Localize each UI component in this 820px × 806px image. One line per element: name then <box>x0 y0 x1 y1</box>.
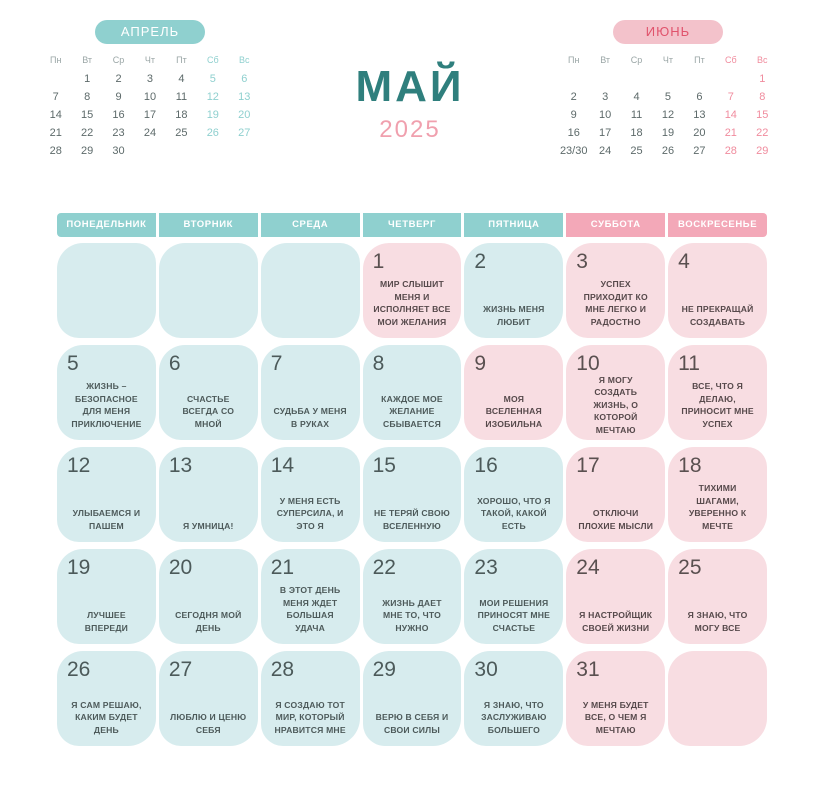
day-cell[interactable] <box>464 243 563 338</box>
day-cell[interactable] <box>566 447 665 542</box>
day-affirmation: ЖИЗНЬ МЕНЯ ЛЮБИТ <box>483 304 545 327</box>
day-cell[interactable] <box>464 447 563 542</box>
weekday-header-0: ПОНЕДЕЛЬНИК <box>57 213 156 237</box>
mini-prev-day[interactable]: 12 <box>206 91 219 103</box>
mini-next-day[interactable]: 10 <box>599 109 612 121</box>
weekday-header-2: СРЕДА <box>261 213 360 237</box>
mini-next-weekday-0: Пн <box>567 55 580 65</box>
mini-prev-day[interactable]: 25 <box>175 127 188 139</box>
day-number: 12 <box>67 454 91 477</box>
mini-prev-day[interactable]: 29 <box>81 145 94 157</box>
mini-prev-day[interactable]: 22 <box>81 127 94 139</box>
day-number: 15 <box>372 454 396 477</box>
day-affirmation: ЛЮБЛЮ И ЦЕНЮ СЕБЯ <box>170 712 247 735</box>
mini-prev-weekday-5: Сб <box>206 55 219 65</box>
day-cell[interactable] <box>159 651 258 746</box>
mini-next-day[interactable]: 26 <box>661 145 675 157</box>
mini-next-weekday-4: Пт <box>694 55 705 65</box>
day-affirmation: ЛУЧШЕЕ ВПЕРЕДИ <box>84 610 129 633</box>
day-number: 11 <box>678 352 700 375</box>
weekday-header-5: СУББОТА <box>566 213 665 237</box>
day-number: 20 <box>168 556 193 579</box>
day-cell[interactable] <box>159 447 258 542</box>
mini-prev-day[interactable]: 2 <box>115 73 122 85</box>
mini-prev-day <box>134 142 165 160</box>
day-cell[interactable] <box>261 651 360 746</box>
mini-next-weekday-2: Ср <box>630 55 643 65</box>
day-affirmation: СЕГОДНЯ МОЙ ДЕНЬ <box>175 610 242 633</box>
mini-next-day[interactable]: 8 <box>759 91 766 103</box>
day-cell[interactable] <box>464 651 563 746</box>
day-affirmation: Я ЗНАЮ, ЧТО ЗАСЛУЖИВАЮ БОЛЬШЕГО <box>481 699 547 735</box>
day-number: 25 <box>678 556 702 579</box>
day-affirmation: СЧАСТЬЕ ВСЕГДА СО МНОЙ <box>182 393 235 429</box>
mini-next-day[interactable]: 14 <box>724 109 737 121</box>
mini-next-day[interactable]: 2 <box>570 91 577 103</box>
day-affirmation <box>169 328 248 330</box>
day-number: 30 <box>474 658 498 681</box>
day-number: 23 <box>474 556 498 579</box>
mini-prev-day[interactable]: 28 <box>49 145 62 157</box>
day-number: 6 <box>168 352 181 375</box>
mini-next-day[interactable]: 29 <box>756 145 769 157</box>
day-affirmation: Я НАСТРОЙЩИК СВОЕЙ ЖИЗНИ <box>579 610 653 633</box>
day-affirmation: Я САМ РЕШАЮ, КАКИМ БУДЕТ ДЕНЬ <box>71 699 142 735</box>
day-number: 2 <box>474 250 487 273</box>
day-cell[interactable] <box>57 447 156 542</box>
mini-next-day[interactable]: 12 <box>661 109 675 121</box>
day-cell[interactable] <box>566 243 665 338</box>
day-cell[interactable] <box>566 549 665 644</box>
day-cell[interactable] <box>464 549 563 644</box>
mini-next-day[interactable]: 18 <box>630 127 643 139</box>
day-affirmation: МОЯ ВСЕЛЕННАЯ ИЗОБИЛЬНА <box>485 393 543 429</box>
day-cell[interactable] <box>363 651 462 746</box>
mini-prev-day[interactable]: 11 <box>175 91 188 103</box>
mini-next-day[interactable]: 7 <box>727 91 734 103</box>
mini-next-day[interactable]: 28 <box>724 145 737 157</box>
year-label: 2025 <box>379 116 441 143</box>
mini-prev-day <box>197 142 228 160</box>
mini-prev-day[interactable]: 30 <box>112 145 125 157</box>
mini-calendar-previous-title: АПРЕЛЬ <box>95 20 205 44</box>
month-grid <box>57 243 767 746</box>
day-affirmation: Я МОГУ СОЗДАТЬ ЖИЗНЬ, О КОТОРОЙ МЕЧТАЮ <box>593 375 639 435</box>
mini-prev-day[interactable]: 27 <box>238 127 251 139</box>
day-number: 24 <box>576 556 600 579</box>
mini-prev-day[interactable]: 17 <box>143 109 157 121</box>
mini-next-day[interactable]: 5 <box>664 91 672 103</box>
day-number: 21 <box>270 556 295 579</box>
mini-prev-day[interactable]: 16 <box>112 109 125 121</box>
mini-calendar-next-title: ИЮНЬ <box>613 20 723 44</box>
day-cell[interactable] <box>668 345 767 440</box>
mini-next-day[interactable]: 22 <box>756 127 769 139</box>
day-number: 19 <box>67 556 91 579</box>
mini-next-weekday-1: Вт <box>600 55 611 65</box>
day-number: 10 <box>576 352 600 375</box>
mini-next-weekday-3: Чт <box>662 55 674 65</box>
mini-prev-day[interactable]: 6 <box>241 73 248 85</box>
day-affirmation: СУДЬБА У МЕНЯ В РУКАХ <box>273 406 347 429</box>
day-affirmation: ОТКЛЮЧИ ПЛОХИЕ МЫСЛИ <box>578 508 654 531</box>
mini-prev-weekday-4: Пт <box>176 55 187 65</box>
day-number: 8 <box>372 352 385 375</box>
mini-prev-day[interactable]: 5 <box>209 73 216 85</box>
day-affirmation: Я СОЗДАЮ ТОТ МИР, КОТОРЫЙ НРАВИТСЯ МНЕ <box>274 699 346 735</box>
mini-next-day[interactable]: 27 <box>693 145 706 157</box>
day-affirmation: В ЭТОТ ДЕНЬ МЕНЯ ЖДЕТ БОЛЬШАЯ УДАЧА <box>279 585 341 633</box>
mini-next-weekday-6: Вс <box>757 55 768 65</box>
day-affirmation: У МЕНЯ БУДЕТ ВСЕ, О ЧЕМ Я МЕЧТАЮ <box>582 699 649 735</box>
day-affirmation: ЖИЗНЬ – БЕЗОПАСНОЕ ДЛЯ МЕНЯ ПРИКЛЮЧЕНИЕ <box>71 381 142 429</box>
day-affirmation: Я ЗНАЮ, ЧТО МОГУ ВСЕ <box>687 610 748 633</box>
mini-prev-day[interactable]: 23 <box>112 127 125 139</box>
day-number: 27 <box>168 658 193 681</box>
mini-prev-day[interactable]: 14 <box>49 109 62 121</box>
day-number: 3 <box>576 250 588 273</box>
mini-next-week-row <box>558 142 778 160</box>
mini-prev-day[interactable]: 7 <box>52 91 59 103</box>
day-affirmation: ТИХИМИ ШАГАМИ, УВЕРЕННО К МЕЧТЕ <box>688 483 747 531</box>
mini-next-day[interactable]: 24 <box>599 145 612 157</box>
mini-prev-day[interactable]: 4 <box>178 73 185 85</box>
mini-next-day[interactable]: 23/30 <box>559 145 588 157</box>
mini-next-day[interactable]: 4 <box>633 91 640 103</box>
day-affirmation: ЖИЗНЬ ДАЕТ МНЕ ТО, ЧТО НУЖНО <box>382 597 442 633</box>
mini-next-day[interactable]: 16 <box>567 127 580 139</box>
day-cell[interactable] <box>464 345 563 440</box>
day-cell[interactable] <box>159 549 258 644</box>
day-cell[interactable] <box>57 651 156 746</box>
day-affirmation <box>678 736 757 738</box>
day-number: 5 <box>67 352 79 375</box>
mini-prev-day[interactable]: 10 <box>143 91 157 103</box>
day-cell[interactable] <box>668 243 767 338</box>
day-cell[interactable] <box>668 447 767 542</box>
weekday-header-4: ПЯТНИЦА <box>464 213 563 237</box>
weekday-header-6: ВОСКРЕСЕНЬЕ <box>668 213 767 237</box>
day-cell[interactable] <box>363 345 462 440</box>
mini-next-day[interactable]: 9 <box>570 109 577 121</box>
day-number: 26 <box>67 658 91 681</box>
day-cell[interactable] <box>668 549 767 644</box>
day-affirmation: НЕ ПРЕКРАЩАЙ СОЗДАВАТЬ <box>681 304 754 327</box>
day-number: 29 <box>372 658 396 681</box>
mini-prev-day <box>166 142 197 160</box>
day-affirmation: ХОРОШО, ЧТО Я ТАКОЙ, КАКОЙ ЕСТЬ <box>477 495 551 531</box>
mini-next-day[interactable]: 3 <box>602 91 609 103</box>
day-cell[interactable] <box>57 549 156 644</box>
day-affirmation: ВЕРЮ В СЕБЯ И СВОИ СИЛЫ <box>375 712 449 735</box>
day-cell[interactable] <box>566 651 665 746</box>
day-number: 17 <box>576 454 600 477</box>
mini-next-day[interactable]: 1 <box>759 73 766 85</box>
day-affirmation <box>271 328 350 330</box>
day-number: 28 <box>270 658 295 681</box>
mini-next-day[interactable]: 19 <box>661 127 675 139</box>
weekday-header-1: ВТОРНИК <box>159 213 258 237</box>
day-number: 18 <box>678 454 702 477</box>
day-number: 14 <box>270 454 295 477</box>
mini-prev-week-row <box>40 142 260 160</box>
mini-prev-weekday-0: Пн <box>49 55 62 65</box>
day-number: 1 <box>372 250 385 273</box>
day-affirmation: Я УМНИЦА! <box>182 520 234 531</box>
day-cell-empty <box>668 651 767 746</box>
mini-prev-day[interactable]: 26 <box>206 127 219 139</box>
day-cell[interactable] <box>363 447 462 542</box>
day-affirmation: У МЕНЯ ЕСТЬ СУПЕРСИЛА, И ЭТО Я <box>276 495 344 531</box>
mini-next-day[interactable]: 11 <box>630 109 643 121</box>
mini-prev-day[interactable]: 1 <box>84 73 91 85</box>
day-number: 16 <box>474 454 498 477</box>
mini-prev-day[interactable]: 15 <box>81 109 94 121</box>
day-cell[interactable] <box>566 345 665 440</box>
day-cell[interactable] <box>261 549 360 644</box>
day-number: 13 <box>168 454 193 477</box>
day-cell[interactable] <box>261 345 360 440</box>
mini-prev-day[interactable]: 13 <box>238 91 251 103</box>
day-affirmation: НЕ ТЕРЯЙ СВОЮ ВСЕЛЕННУЮ <box>374 508 450 531</box>
day-affirmation: ВСЕ, ЧТО Я ДЕЛАЮ, ПРИНОСИТ МНЕ УСПЕХ <box>681 381 754 429</box>
mini-prev-day[interactable]: 21 <box>49 127 62 139</box>
mini-next-day[interactable]: 25 <box>630 145 643 157</box>
mini-prev-weekday-3: Чт <box>144 55 156 65</box>
mini-next-day[interactable]: 6 <box>696 91 703 103</box>
mini-prev-day[interactable]: 24 <box>143 127 157 139</box>
mini-next-day[interactable]: 21 <box>724 127 737 139</box>
day-number: 31 <box>576 658 600 681</box>
day-cell-empty <box>261 243 360 338</box>
day-number: 7 <box>270 352 283 375</box>
day-affirmation: УСПЕХ ПРИХОДИТ КО МНЕ ЛЕГКО И РАДОСТНО <box>583 279 648 327</box>
mini-next-weekday-5: Сб <box>724 55 737 65</box>
mini-prev-day[interactable]: 18 <box>175 109 188 121</box>
mini-prev-day[interactable]: 20 <box>238 109 251 121</box>
mini-prev-weekday-2: Ср <box>112 55 125 65</box>
mini-prev-weekday-6: Вс <box>239 55 250 65</box>
mini-prev-day <box>229 142 260 160</box>
mini-next-day[interactable]: 20 <box>693 127 706 139</box>
day-cell-empty <box>57 243 156 338</box>
mini-next-day[interactable]: 15 <box>756 109 769 121</box>
day-affirmation <box>67 328 146 330</box>
page-title <box>0 62 820 144</box>
mini-next-day[interactable]: 13 <box>693 109 706 121</box>
day-cell[interactable] <box>159 345 258 440</box>
day-affirmation: МИР СЛЫШИТ МЕНЯ И ИСПОЛНЯЕТ ВСЕ МОИ ЖЕЛАНИЯ <box>373 279 451 327</box>
month-name: МАЙ <box>355 62 465 111</box>
weekday-header-3: ЧЕТВЕРГ <box>363 213 462 237</box>
mini-prev-day[interactable]: 19 <box>206 109 219 121</box>
day-affirmation: КАЖДОЕ МОЕ ЖЕЛАНИЕ СБЫВАЕТСЯ <box>381 393 443 429</box>
mini-prev-weekday-1: Вт <box>82 55 93 65</box>
mini-prev-day[interactable]: 8 <box>84 91 91 103</box>
day-number: 9 <box>474 352 487 375</box>
day-cell[interactable] <box>363 243 462 338</box>
day-affirmation: УЛЫБАЕМСЯ И ПАШЕМ <box>72 508 141 531</box>
day-affirmation: МОИ РЕШЕНИЯ ПРИНОСЯТ МНЕ СЧАСТЬЕ <box>477 597 551 633</box>
day-number: 22 <box>372 556 396 579</box>
day-cell-empty <box>159 243 258 338</box>
mini-prev-day[interactable]: 9 <box>115 91 122 103</box>
weekday-header <box>57 213 767 237</box>
day-cell[interactable] <box>261 447 360 542</box>
day-number: 4 <box>678 250 690 273</box>
day-cell[interactable] <box>363 549 462 644</box>
mini-prev-day[interactable]: 3 <box>146 73 154 85</box>
mini-next-day[interactable]: 17 <box>599 127 612 139</box>
day-cell[interactable] <box>57 345 156 440</box>
